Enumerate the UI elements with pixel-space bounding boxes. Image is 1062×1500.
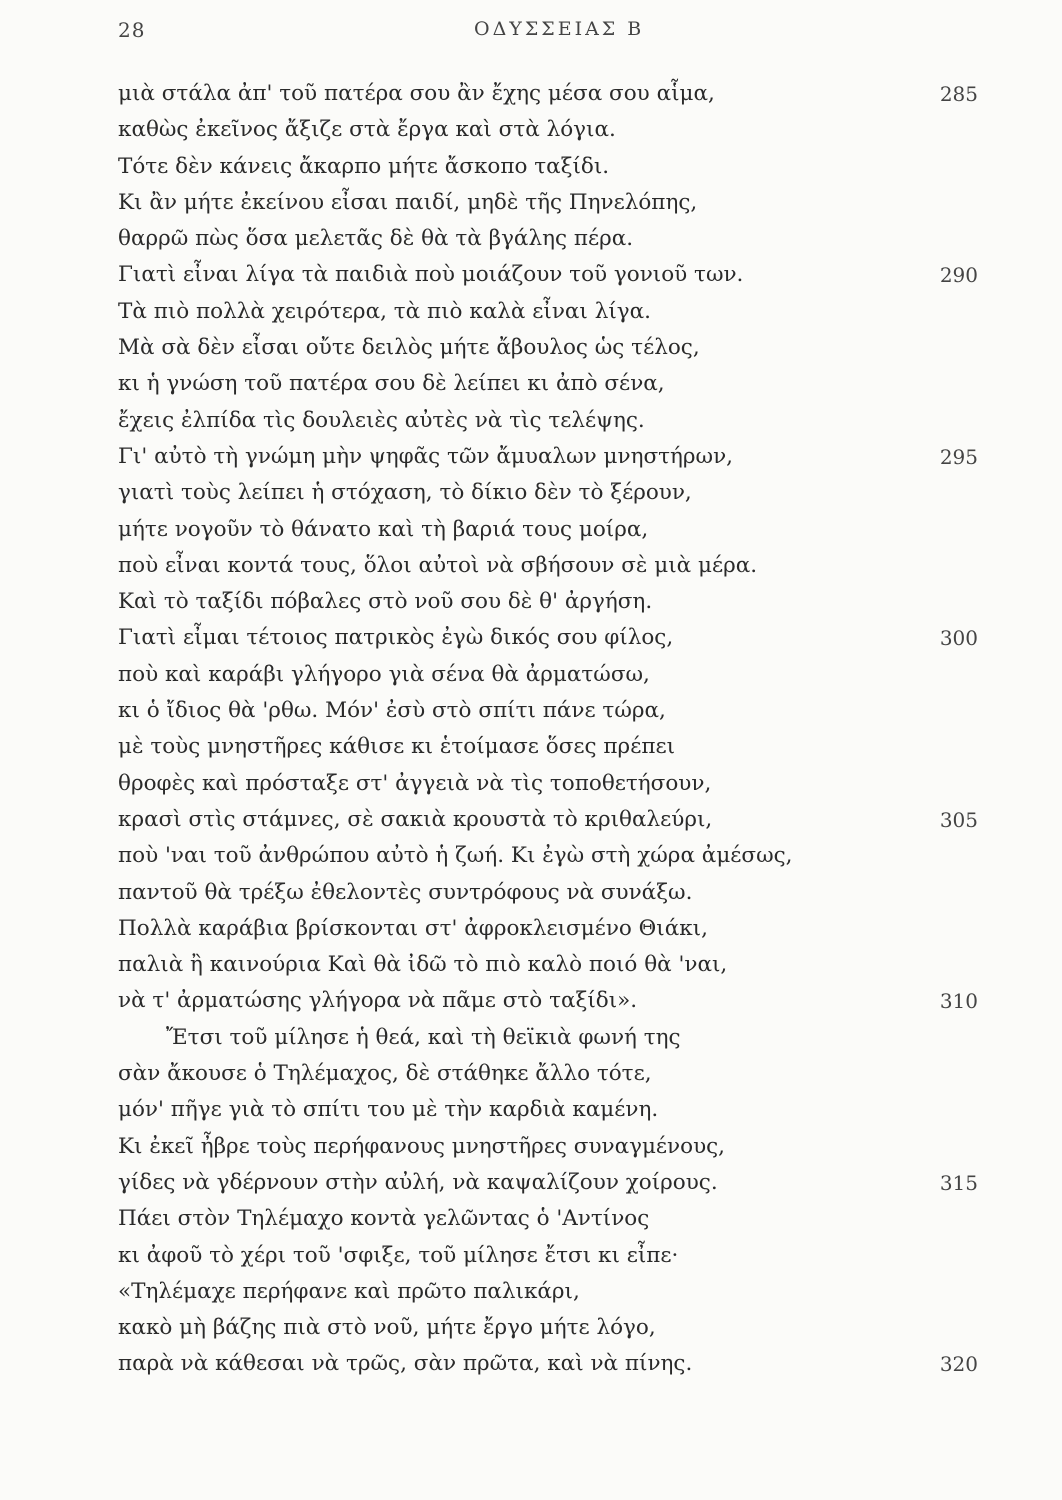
verse-line	[118, 149, 978, 185]
verse-line-text: ποὺ 'ναι τοῦ ἀνθρώπου αὐτὸ ἡ ζωή. Κι ἐγὼ στὴ χώρα ἀμέσως,	[118, 843, 793, 869]
verse-line	[118, 257, 978, 293]
verse-line-text: κι ὁ ἴδιος θὰ 'ρθω. Μόν' ἐσὺ στὸ σπίτι πάνε τώρα,	[118, 698, 666, 724]
verse-line	[118, 1129, 978, 1165]
verse-line-text: Γιατὶ εἶμαι τέτοιος πατρικὸς ἐγὼ δικός σου φίλος,	[118, 625, 674, 651]
running-title: ΟΔΥΣΣΕΙΑΣ Β	[474, 18, 645, 40]
verse-line-text: παντοῦ θὰ τρέξω ἐθελοντὲς συντρόφους νὰ συνάξω.	[118, 879, 693, 905]
verse-line	[118, 1274, 978, 1310]
verse-line-text: ποὺ εἶναι κοντά τους, ὅλοι αὐτοὶ νὰ σβήσουν σὲ μιὰ μέρα.	[118, 552, 758, 578]
verse-line	[118, 1020, 978, 1056]
verse-line-text: σὰν ἄκουσε ὁ Τηλέμαχος, δὲ στάθηκε ἄλλο τότε,	[118, 1061, 652, 1087]
verse-line-text: Τότε δὲν κάνεις ἄκαρπο μήτε ἄσκοπο ταξίδι.	[118, 153, 610, 179]
verse-line	[118, 584, 978, 620]
verse-line-text: Πάει στὸν Τηλέμαχο κοντὰ γελῶντας ὁ 'Αντίνος	[118, 1206, 650, 1232]
verse-line-text: θαρρῶ πὼς ὅσα μελετᾶς δὲ θὰ τὰ βγάλης πέρα.	[118, 226, 634, 252]
verse-line-text: μὲ τοὺς μνηστῆρες κάθισε κι ἑτοίμασε ὅσες πρέπει	[118, 734, 676, 760]
verse-line	[118, 185, 978, 221]
verse-line-text: «Τηλέμαχε περήφανε καὶ πρῶτο παλικάρι,	[118, 1278, 580, 1304]
line-number: 320	[939, 1352, 978, 1377]
verse-line	[118, 1238, 978, 1274]
verse-line	[118, 548, 978, 584]
verse-line-text: παρὰ νὰ κάθεσαι νὰ τρῶς, σὰν πρῶτα, καὶ νὰ πίνης.	[118, 1351, 693, 1377]
verse-line	[118, 439, 978, 475]
verse-line	[118, 76, 978, 112]
verse-line	[118, 911, 978, 947]
verse-line-text: κι ἀφοῦ τὸ χέρι τοῦ 'σφιξε, τοῦ μίλησε ἔτσι κι εἶπε·	[118, 1242, 679, 1268]
verse-line	[118, 1165, 978, 1201]
verse-line	[118, 693, 978, 729]
verse-line-text: γιατὶ τοὺς λείπει ἡ στόχαση, τὸ δίκιο δὲν τὸ ξέρουν,	[118, 480, 692, 506]
verse-line-text: Γι' αὐτὸ τὴ γνώμη μὴν ψηφᾶς τῶν ἄμυαλων μνηστήρων,	[118, 443, 733, 469]
line-number: 310	[939, 989, 978, 1014]
verse-line-text: Καὶ τὸ ταξίδι πόβαλες στὸ νοῦ σου δὲ θ' ἀργήση.	[118, 589, 653, 615]
verse-line-text: μόν' πῆγε γιὰ τὸ σπίτι του μὲ τὴν καρδιὰ καμένη.	[118, 1097, 659, 1123]
line-number: 285	[939, 82, 978, 106]
verse-line-text: ποὺ καὶ καράβι γλήγορο γιὰ σένα θὰ ἀρματώσω,	[118, 661, 650, 687]
verse-line-text: ἔχεις ἐλπίδα τὶς δουλειὲς αὐτὲς νὰ τὶς τελέψης.	[118, 407, 645, 433]
verse-line	[118, 366, 978, 402]
verse-line-text: κρασὶ στὶς στάμνες, σὲ σακιὰ κρουστὰ τὸ κριθαλεύρι,	[118, 806, 713, 832]
verse-line	[118, 657, 978, 693]
page-header	[0, 18, 1062, 48]
verse-line-text: Κι ἂν μήτε ἐκείνου εἶσαι παιδί, μηδὲ τῆς Πηνελόπης,	[118, 189, 698, 215]
verse-line	[118, 1346, 978, 1382]
verse-line	[118, 1092, 978, 1128]
verse-line-text: Γιατὶ εἶναι λίγα τὰ παιδιὰ ποὺ μοιάζουν τοῦ γονιοῦ των.	[118, 262, 744, 288]
verse-line-text: Ἔτσι τοῦ μίλησε ἡ θεά, καὶ τὴ θεϊκιὰ φωνή της	[166, 1024, 681, 1050]
verse-line	[118, 1201, 978, 1237]
verse-line	[118, 1310, 978, 1346]
line-number: 300	[939, 626, 978, 651]
verse-line	[118, 475, 978, 511]
verse-line	[118, 983, 978, 1019]
line-number: 305	[939, 807, 978, 832]
page-number: 28	[118, 18, 146, 42]
verse-line	[118, 403, 978, 439]
verse-line	[118, 947, 978, 983]
verse-line	[118, 1056, 978, 1092]
verse-line-text: κακὸ μὴ βάζης πιὰ στὸ νοῦ, μήτε ἔργο μήτε λόγο,	[118, 1315, 656, 1341]
verse-line-text: Κι ἐκεῖ ἦβρε τοὺς περήφανους μνηστῆρες συναγμένους,	[118, 1133, 726, 1159]
verse-line	[118, 802, 978, 838]
line-number: 295	[939, 444, 978, 469]
verse-line	[118, 620, 978, 656]
line-number: 315	[939, 1170, 978, 1195]
verse-line-text: νὰ τ' ἀρματώσης γλήγορα νὰ πᾶμε στὸ ταξίδι».	[118, 988, 638, 1014]
verse-line-text: Τὰ πιὸ πολλὰ χειρότερα, τὰ πιὸ καλὰ εἶναι λίγα.	[118, 298, 651, 324]
verse-line-text: μιὰ στάλα ἀπ' τοῦ πατέρα σου ἂν ἔχης μέσα σου αἷμα,	[118, 81, 715, 106]
verse-line-text: θροφὲς καὶ πρόσταξε στ' ἀγγειὰ νὰ τὶς τοποθετήσουν,	[118, 770, 712, 796]
line-number: 290	[939, 263, 978, 288]
verse-line-text: παλιὰ ἢ καινούρια Καὶ θὰ ἰδῶ τὸ πιὸ καλὸ ποιό θὰ 'ναι,	[118, 952, 728, 978]
verse-line	[118, 838, 978, 874]
verse-line	[118, 875, 978, 911]
verse-line	[118, 330, 978, 366]
verse-line	[118, 512, 978, 548]
verse-line-text: μήτε νογοῦν τὸ θάνατο καὶ τὴ βαριά τους μοίρα,	[118, 516, 649, 542]
verse-line-text: Μὰ σὰ δὲν εἶσαι οὔτε δειλὸς μήτε ἄβουλος ὡς τέλος,	[118, 335, 700, 361]
verse-line-text: κι ἡ γνώση τοῦ πατέρα σου δὲ λείπει κι ἀπὸ σένα,	[118, 371, 665, 397]
verse-line	[118, 221, 978, 257]
verse-line	[118, 766, 978, 802]
verse-line-text: Πολλὰ καράβια βρίσκονται στ' ἀφροκλεισμένο Θιάκι,	[118, 915, 708, 941]
verse-block	[118, 76, 978, 1383]
verse-line	[118, 112, 978, 148]
verse-line	[118, 294, 978, 330]
verse-line-text: γίδες νὰ γδέρνουν στὴν αὐλή, νὰ καψαλίζουν χοίρους.	[118, 1169, 718, 1195]
verse-line	[118, 729, 978, 765]
verse-line-text: καθὼς ἐκεῖνος ἄξιζε στὰ ἔργα καὶ στὰ λόγια.	[118, 117, 616, 143]
